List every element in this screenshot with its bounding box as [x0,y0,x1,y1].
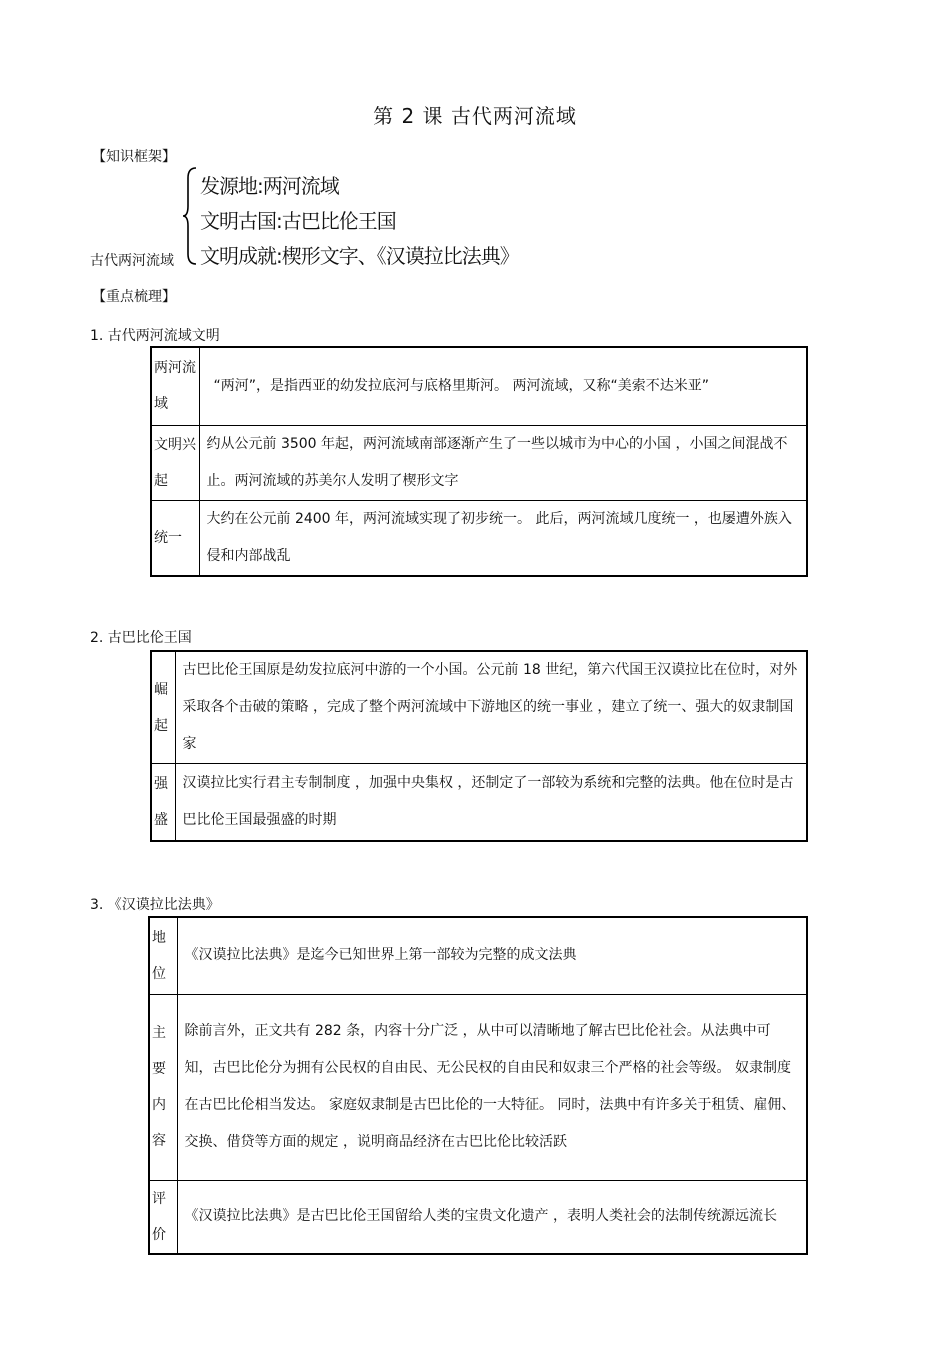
row-text: 除前言外，正文共有 282 条，内容十分广泛 ，从中可以清晰地了解古巴比伦社会。从法典中可知，古巴比伦分为拥有公民权的自由民、无公民权的自由民和奴隶三个严格的社会等级。 奴隶制度在古巴比伦相当发达。 家庭奴隶制是古巴比伦的一大特征。 同时，法典中有许多关于租赁、雇佣、交换、借贷等方面的规定 ，说明商品经济在古巴比伦比较活跃 [177,994,807,1180]
table-row [149,917,807,994]
framework-heading: 【知识框架】 [92,149,176,165]
row-text: 《汉谟拉比法典》是迄今已知世界上第一部较为完整的成文法典 [177,917,807,994]
table-two-rivers [150,346,808,577]
row-text: “两河”，是指西亚的幼发拉底河与底格里斯河。 两河流域，又称“美索不达米亚” [199,347,807,425]
row-text: 古巴比伦王国原是幼发拉底河中游的一个小国。公元前 18 世纪，第六代国王汉谟拉比在位时，对外采取各个击破的策略 ，完成了整个两河流域中下游地区的统一事业 ，建立了统一、强大的奴隶制国家 [175,651,807,764]
framework-root: 古代两河流域 [90,253,174,269]
framework-item-achievements: 文明成就:楔形文字、《汉谟拉比法典》 [200,244,519,268]
page-title: 第 2 课 古代两河流域 [373,104,577,128]
row-label: 崛起 [151,651,175,764]
table-code-of-hammurabi [148,916,808,1255]
row-text: 约从公元前 3500 年起，两河流域南部逐渐产生了一些以城市为中心的小国 ，小国之间混战不止。两河流域的苏美尔人发明了楔形文字 [199,425,807,500]
table-row [151,347,807,425]
framework-item-country: 文明古国:古巴比伦王国 [200,209,396,233]
row-text: 汉谟拉比实行君主专制制度 ，加强中央集权 ，还制定了一部较为系统和完整的法典。他在位时是古巴比伦王国最强盛的时期 [175,764,807,841]
section1-heading: 1. 古代两河流域文明 [90,328,220,344]
table-row [151,764,807,841]
key-points-heading: 【重点梳理】 [92,289,176,305]
table-row [151,500,807,576]
row-text: 大约在公元前 2400 年，两河流域实现了初步统一。 此后，两河流域几度统一 ，也屡遭外族入侵和内部战乱 [199,500,807,576]
table-row [151,651,807,764]
row-label: 评价 [149,1180,177,1254]
section3-heading: 3. 《汉谟拉比法典》 [90,897,220,913]
table-row [149,994,807,1180]
row-label: 两河流域 [151,347,199,425]
row-label: 强盛 [151,764,175,841]
table-babylon [150,650,808,842]
section2-heading: 2. 古巴比伦王国 [90,630,192,646]
row-label: 主要内容 [149,994,177,1180]
curly-brace-icon [182,166,198,266]
framework-item-origin: 发源地:两河流域 [200,174,339,198]
row-text: 《汉谟拉比法典》是古巴比伦王国留给人类的宝贵文化遗产 ，表明人类社会的法制传统源远流长 [177,1180,807,1254]
row-label: 地位 [149,917,177,994]
row-label: 统一 [151,500,199,576]
table-row [149,1180,807,1254]
table-row [151,425,807,500]
row-label: 文明兴起 [151,425,199,500]
